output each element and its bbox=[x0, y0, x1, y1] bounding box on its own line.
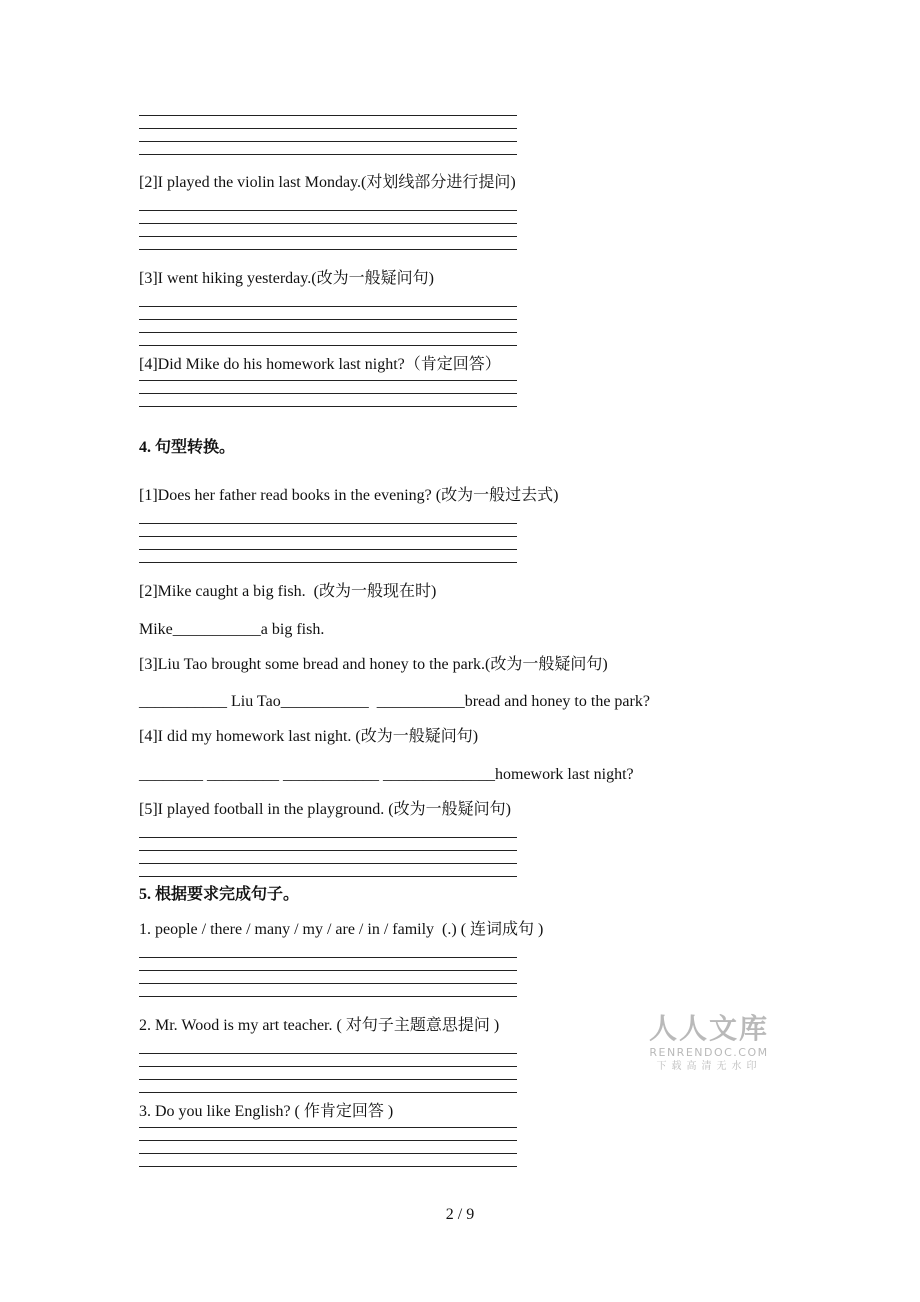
answer-lines bbox=[139, 1053, 517, 1093]
answer-lines bbox=[139, 380, 517, 407]
fill-blank-4-2[interactable]: Mike___________a big fish. bbox=[139, 621, 325, 638]
watermark-logo: 人人文库 bbox=[648, 1012, 769, 1045]
fill-blank-4-3[interactable]: ___________ Liu Tao___________ ___________bread and honey to the park? bbox=[139, 693, 650, 710]
question-4-3: [3]Liu Tao brought some bread and honey to the park.(改为一般疑问句) bbox=[139, 656, 608, 673]
question-4-2: [2]Mike caught a big fish. (改为一般现在时) bbox=[139, 583, 437, 600]
question-5-3: 3. Do you like English? ( 作肯定回答 ) bbox=[139, 1103, 394, 1120]
page-number: 2 / 9 bbox=[445, 1206, 475, 1223]
question-4-1: [1]Does her father read books in the evening? (改为一般过去式) bbox=[139, 487, 559, 504]
question-4-5: [5]I played football in the playground. (改为一般疑问句) bbox=[139, 801, 511, 818]
watermark bbox=[646, 1012, 772, 1074]
question-5-2: 2. Mr. Wood is my art teacher. ( 对句子主题意思提问 ) bbox=[139, 1017, 500, 1034]
section-5-heading: 5. 根据要求完成句子。 bbox=[139, 886, 300, 903]
question-3-2: [2]I played the violin last Monday.(对划线部分进行提问) bbox=[139, 174, 516, 191]
answer-lines bbox=[139, 306, 517, 346]
watermark-slogan: 下载高清无水印 bbox=[656, 1061, 762, 1072]
question-3-4: [4]Did Mike do his homework last night?（肯定回答） bbox=[139, 356, 501, 373]
answer-lines bbox=[139, 837, 517, 877]
watermark-site: RENRENDOC.COM bbox=[649, 1046, 769, 1059]
question-3-3: [3]I went hiking yesterday.(改为一般疑问句) bbox=[139, 270, 434, 287]
answer-lines bbox=[139, 523, 517, 563]
fill-blank-4-4[interactable]: ________ _________ ____________ ______________homework last night? bbox=[139, 766, 634, 783]
section-4-heading: 4. 句型转换。 bbox=[139, 439, 236, 456]
answer-lines bbox=[139, 210, 517, 250]
question-4-4: [4]I did my homework last night. (改为一般疑问句) bbox=[139, 728, 479, 745]
answer-lines bbox=[139, 115, 517, 155]
answer-lines bbox=[139, 1127, 517, 1167]
question-5-1: 1. people / there / many / my / are / in / family (.) ( 连词成句 ) bbox=[139, 921, 544, 938]
answer-lines bbox=[139, 957, 517, 997]
